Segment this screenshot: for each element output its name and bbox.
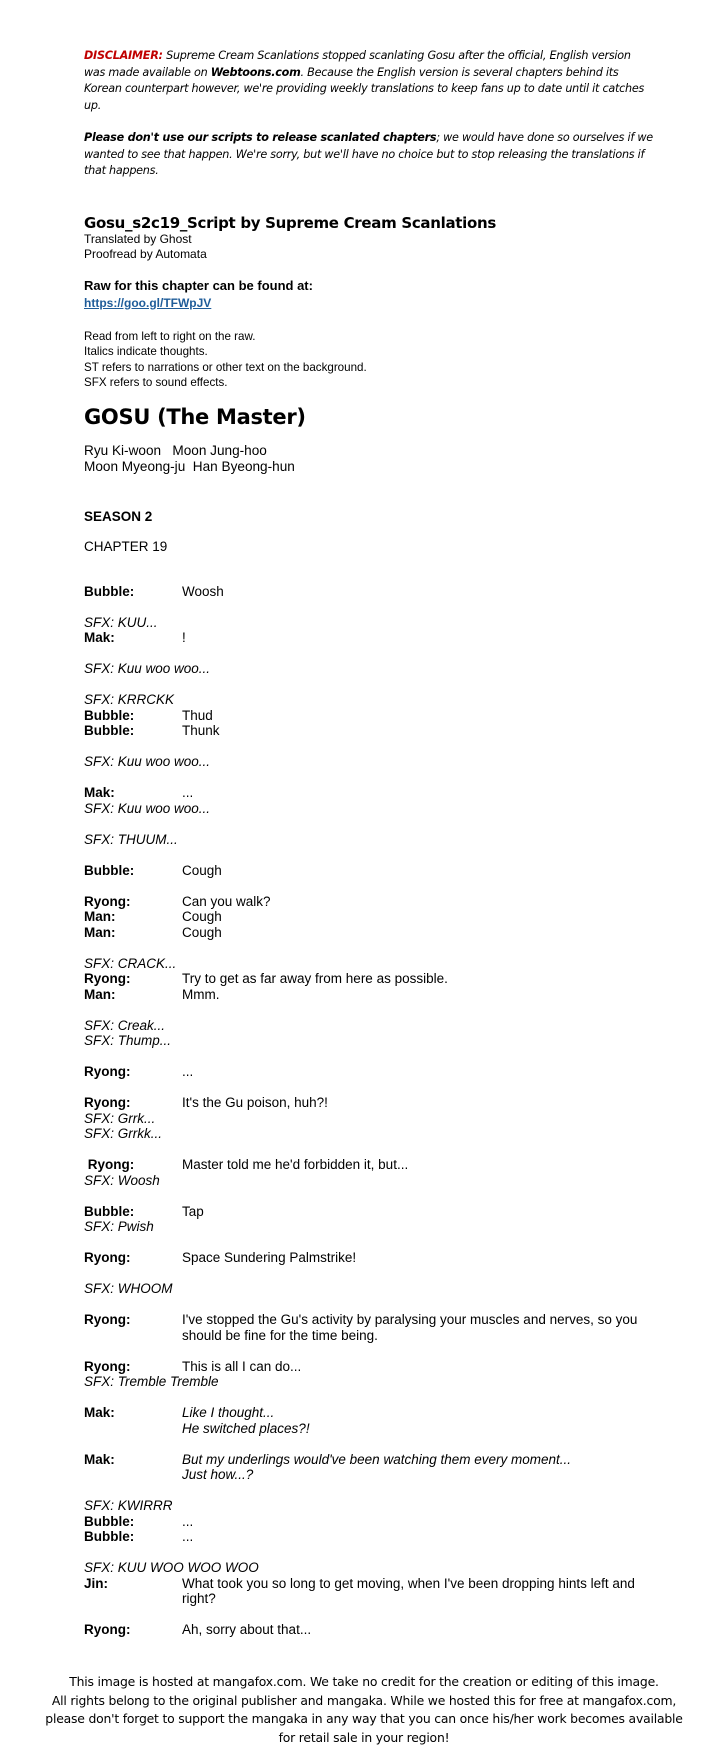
- dialogue-line: [84, 987, 654, 1003]
- speaker-label: Mak:: [84, 630, 115, 645]
- chapter-heading: CHAPTER 19: [84, 538, 168, 554]
- line-spacer: [84, 770, 654, 786]
- note-line: SFX refers to sound effects.: [84, 376, 228, 389]
- disclaimer-text-continued: . Because the English version is several chapters behind its Korean counterpart however, we're providing weekly translations to keep fans up to date until it catches up.: [84, 65, 645, 112]
- sfx-line: SFX: THUUM...: [84, 831, 178, 847]
- sfx-line: SFX: CRACK...: [84, 955, 177, 971]
- line-spacer: [84, 940, 654, 956]
- dialogue-line: [84, 708, 654, 724]
- dialogue-line: [84, 1576, 654, 1607]
- speaker-label: Jin:: [84, 1575, 109, 1591]
- dialogue-line: [84, 1359, 654, 1375]
- footer-line: for retail sale in your region!: [278, 1729, 450, 1745]
- dialogue-text: Like I thought... He switched places?!: [182, 1405, 310, 1436]
- note-line: ST refers to narrations or other text on the background.: [84, 360, 367, 374]
- dialogue-text: !: [182, 630, 186, 645]
- sfx-line: SFX: Kuu woo woo...: [84, 800, 211, 816]
- line-spacer: [84, 1545, 654, 1561]
- line-spacer: [84, 1297, 654, 1313]
- dialogue-line: [84, 1622, 654, 1638]
- dialogue-line: [84, 1157, 654, 1173]
- line-spacer: [84, 1142, 654, 1158]
- sfx-line: SFX: WHOOM: [84, 1281, 173, 1296]
- line-spacer: [84, 1436, 654, 1452]
- speaker-label: Mak:: [84, 785, 115, 800]
- dialogue-text: This is all I can do...: [182, 1358, 302, 1374]
- dialogue-text: It's the Gu poison, huh?!: [182, 1095, 328, 1110]
- sfx-line: SFX: Tremble Tremble: [84, 1374, 219, 1389]
- sfx-line: SFX: Grrk...: [84, 1110, 156, 1126]
- speaker-label: Bubble:: [84, 1203, 135, 1219]
- speaker-label: Ryong:: [84, 1095, 131, 1110]
- character-names: [84, 443, 654, 475]
- line-spacer: [84, 599, 654, 615]
- dialogue-text: Mmm.: [182, 986, 220, 1002]
- sfx-line: SFX: Pwish: [84, 1219, 154, 1234]
- translator-credit: Translated by Ghost: [84, 231, 192, 246]
- line-spacer: [84, 1607, 654, 1623]
- dialogue-text: Woosh: [182, 583, 224, 599]
- note-line: Read from left to right on the raw.: [84, 329, 256, 343]
- disclaimer-label: DISCLAIMER:: [84, 49, 163, 62]
- line-spacer: [84, 646, 654, 662]
- line-spacer: [84, 1235, 654, 1251]
- sfx-line: SFX: Woosh: [84, 1172, 160, 1188]
- dialogue-line: [84, 909, 654, 925]
- sfx-line: SFX: Thump...: [84, 1033, 172, 1048]
- proofreader-credit: Proofread by Automata: [84, 247, 207, 261]
- speaker-label: Bubble:: [84, 1529, 135, 1544]
- dialogue-line: [84, 1064, 654, 1080]
- dialogue-line: [84, 971, 654, 987]
- reading-notes: [84, 329, 654, 391]
- dialogue-text: But my underlings would've been watching them every moment... Just how...?: [182, 1451, 572, 1482]
- dialogue-line: [84, 630, 654, 646]
- dialogue-line: [84, 1452, 654, 1483]
- dialogue-text: Can you walk?: [182, 893, 271, 909]
- script-page: [84, 48, 654, 1638]
- hosting-footer: [30, 1673, 698, 1747]
- speaker-label: Man:: [84, 924, 116, 940]
- line-spacer: [84, 1266, 654, 1282]
- sfx-line: SFX: KRRCKK: [84, 692, 175, 707]
- dialogue-line: [84, 1405, 654, 1436]
- dialogue-line: [84, 1312, 654, 1343]
- dialogue-text: Try to get as far away from here as possible.: [182, 971, 448, 986]
- line-spacer: [84, 1002, 654, 1018]
- dialogue-text: Master told me he'd forbidden it, but...: [182, 1157, 409, 1172]
- dialogue-line: [84, 723, 654, 739]
- season-heading: SEASON 2: [84, 508, 153, 524]
- dialogue-text: Thud: [182, 707, 213, 723]
- character-line: Moon Myeong-ju Han Byeong-hun: [84, 458, 295, 474]
- dialogue-line: [84, 863, 654, 879]
- dialogue-line: [84, 584, 654, 600]
- series-title: GOSU (The Master): [84, 404, 306, 429]
- sfx-line: SFX: Kuu woo woo...: [84, 661, 211, 676]
- dialogue-text: Cough: [182, 862, 222, 878]
- script-lines: [84, 584, 654, 1638]
- dialogue-line: [84, 1095, 654, 1111]
- warning-paragraph: [84, 130, 654, 180]
- sfx-line: SFX: KWIRRR: [84, 1498, 173, 1513]
- sfx-line: SFX: KUU WOO WOO WOO: [84, 1560, 259, 1575]
- dialogue-text: Space Sundering Palmstrike!: [182, 1250, 357, 1265]
- dialogue-text: Cough: [182, 924, 222, 940]
- dialogue-line: [84, 1514, 654, 1530]
- dialogue-text: What took you so long to get moving, when I've been dropping hints left and right?: [182, 1575, 635, 1606]
- speaker-label: Ryong:: [84, 971, 131, 986]
- script-title: Gosu_s2c19_Script by Supreme Cream Scanlations: [84, 213, 497, 232]
- dialogue-text: Thunk: [182, 723, 220, 738]
- dialogue-text: Tap: [182, 1203, 204, 1219]
- line-spacer: [84, 1343, 654, 1359]
- dialogue-line: [84, 925, 654, 941]
- speaker-label: Ryong:: [84, 1157, 135, 1172]
- line-spacer: [84, 677, 654, 693]
- sfx-line: SFX: Creak...: [84, 1017, 166, 1033]
- webtoons-site-name: Webtoons.com: [210, 65, 301, 79]
- dialogue-line: [84, 1529, 654, 1545]
- speaker-label: Ryong:: [84, 1622, 131, 1637]
- footer-line: All rights belong to the original publisher and mangaka. While we hosted this for free at mangafox.com,: [51, 1692, 677, 1708]
- speaker-label: Ryong:: [84, 1358, 131, 1374]
- dialogue-text: Cough: [182, 909, 222, 924]
- footer-line: please don't forget to support the mangaka in any way that you can once his/her work becomes available: [45, 1711, 683, 1727]
- line-spacer: [84, 878, 654, 894]
- dialogue-text: ...: [182, 1529, 194, 1544]
- dialogue-text: I've stopped the Gu's activity by paralysing your muscles and nerves, so you should be fine for the time being.: [182, 1312, 638, 1343]
- disclaimer-text: Supreme Cream Scanlations stopped scanlating Gosu after the official, English version was made available on: [84, 49, 631, 79]
- dialogue-text: ...: [182, 1064, 194, 1079]
- line-spacer: [84, 1390, 654, 1406]
- line-spacer: [84, 739, 654, 755]
- speaker-label: Bubble:: [84, 723, 135, 738]
- line-spacer: [84, 816, 654, 832]
- footer-line: This image is hosted at mangafox.com. We take no credit for the creation or editing of this image.: [69, 1674, 659, 1689]
- speaker-label: Mak:: [84, 1405, 115, 1420]
- disclaimer: [84, 48, 654, 180]
- speaker-label: Ryong:: [84, 1064, 131, 1079]
- raw-link[interactable]: https://goo.gl/TFWpJV: [84, 295, 212, 310]
- dialogue-text: ...: [182, 1513, 194, 1529]
- speaker-label: Ryong:: [84, 1312, 131, 1327]
- sfx-line: SFX: Kuu woo woo...: [84, 754, 211, 769]
- dialogue-text: ...: [182, 785, 194, 800]
- speaker-label: Man:: [84, 909, 116, 924]
- speaker-label: Mak:: [84, 1451, 115, 1467]
- note-line: Italics indicate thoughts.: [84, 345, 208, 358]
- warning-text: ; we would have done so ourselves if we wanted to see that happen. We're sorry, but we'll have no choice but to stop releasing the translations if that happens.: [84, 131, 653, 177]
- speaker-label: Ryong:: [84, 1250, 131, 1265]
- raw-label: Raw for this chapter can be found at:: [84, 277, 313, 293]
- speaker-label: Bubble:: [84, 707, 135, 723]
- line-spacer: [84, 1080, 654, 1096]
- line-spacer: [84, 847, 654, 863]
- dialogue-line: [84, 1250, 654, 1266]
- line-spacer: [84, 1188, 654, 1204]
- speaker-label: Bubble:: [84, 583, 135, 599]
- dialogue-line: [84, 894, 654, 910]
- dialogue-line: [84, 1204, 654, 1220]
- character-line: Ryu Ki-woon Moon Jung-hoo: [84, 442, 267, 458]
- sfx-line: SFX: Grrkk...: [84, 1126, 163, 1141]
- dialogue-text: Ah, sorry about that...: [182, 1622, 312, 1637]
- speaker-label: Ryong:: [84, 893, 131, 909]
- sfx-line: SFX: KUU...: [84, 614, 158, 630]
- speaker-label: Bubble:: [84, 1513, 135, 1529]
- dialogue-line: [84, 785, 654, 801]
- line-spacer: [84, 1049, 654, 1065]
- line-spacer: [84, 1483, 654, 1499]
- speaker-label: Bubble:: [84, 862, 135, 878]
- speaker-label: Man:: [84, 986, 116, 1002]
- disclaimer-paragraph: [84, 48, 654, 114]
- warning-bold: Please don't use our scripts to release scanlated chapters: [84, 131, 437, 144]
